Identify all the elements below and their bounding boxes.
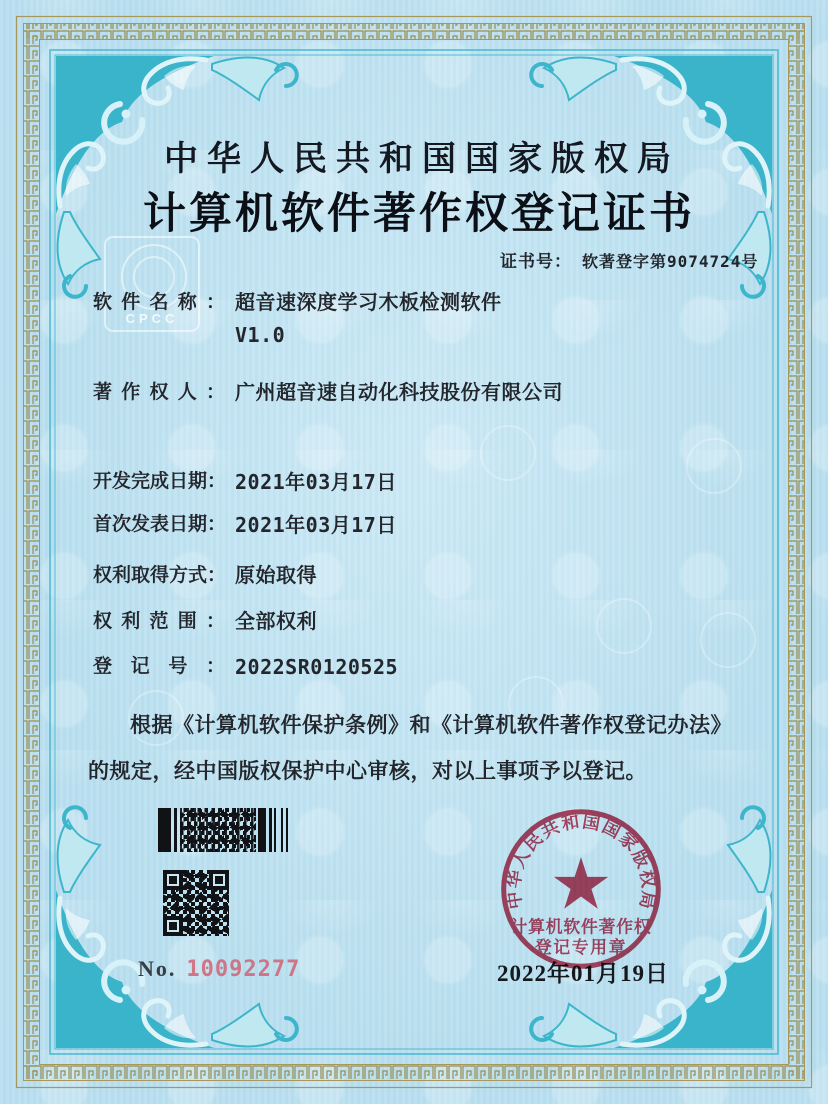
stamp-line2: 登记专用章: [534, 937, 628, 957]
field-row-copyright-owner: [93, 377, 563, 407]
serial-number: 10092277: [186, 957, 301, 982]
issuing-authority-title: 中华人民共和国国家版权局: [164, 141, 680, 178]
first-publish-date: 2021年03月17日: [235, 513, 397, 537]
rights-acquisition: 原始取得: [235, 565, 317, 587]
field-value: [235, 287, 502, 351]
guilloche-emblem: [700, 612, 756, 668]
software-version: V1.0: [235, 323, 286, 347]
certificate-number-value: 软著登字第9074724号: [582, 252, 759, 271]
field-label: 权利范围：: [93, 611, 225, 632]
issue-date: 2022年01月19日: [497, 961, 669, 986]
guilloche-emblem: [686, 438, 742, 494]
certificate-number-label: 证书号：: [500, 252, 572, 271]
star-icon: [554, 857, 608, 909]
stamp-line1: 计算机软件著作权: [510, 917, 652, 937]
guilloche-emblem: [596, 598, 652, 654]
barcode: [158, 808, 292, 852]
serial-label: No.: [138, 956, 177, 981]
dev-complete-date: 2021年03月17日: [235, 470, 397, 494]
qr-code: [163, 870, 229, 936]
software-name: 超音速深度学习木板检测软件: [235, 292, 502, 314]
certificate-title: 计算机软件著作权登记证书: [143, 191, 695, 238]
field-row-dev-complete-date: [93, 466, 397, 496]
field-label: 开发完成日期：: [93, 471, 227, 492]
official-seal-stamp: [497, 805, 665, 973]
field-label: 登记号：: [93, 656, 225, 677]
guilloche-emblem: [480, 425, 536, 481]
registration-statement: 根据《计算机软件保护条例》和《计算机软件著作权登记办法》的规定，经中国版权保护中心审核，对以上事项予以登记。: [88, 713, 732, 783]
field-label: 权利取得方式：: [93, 565, 227, 586]
rights-scope: 全部权利: [235, 611, 317, 633]
field-row-rights-scope: [93, 606, 317, 636]
field-label: 首次发表日期：: [93, 514, 227, 535]
field-row-rights-acquisition: [93, 560, 317, 590]
field-label: 著作权人：: [93, 382, 225, 403]
cpcc-watermark: [104, 236, 200, 332]
cpcc-watermark-label: CPCC: [125, 311, 179, 326]
field-row-registration-number: [93, 651, 398, 681]
copyright-owner: 广州超音速自动化科技股份有限公司: [235, 382, 563, 404]
field-row-first-publish-date: [93, 509, 397, 539]
field-label: 软件名称：: [93, 292, 225, 313]
stamp-ring-text: 中华人民共和国国家版权局: [503, 811, 659, 913]
serial-number-line: [138, 956, 300, 982]
certificate-number-line: [500, 247, 758, 272]
registration-number: 2022SR0120525: [235, 655, 399, 679]
